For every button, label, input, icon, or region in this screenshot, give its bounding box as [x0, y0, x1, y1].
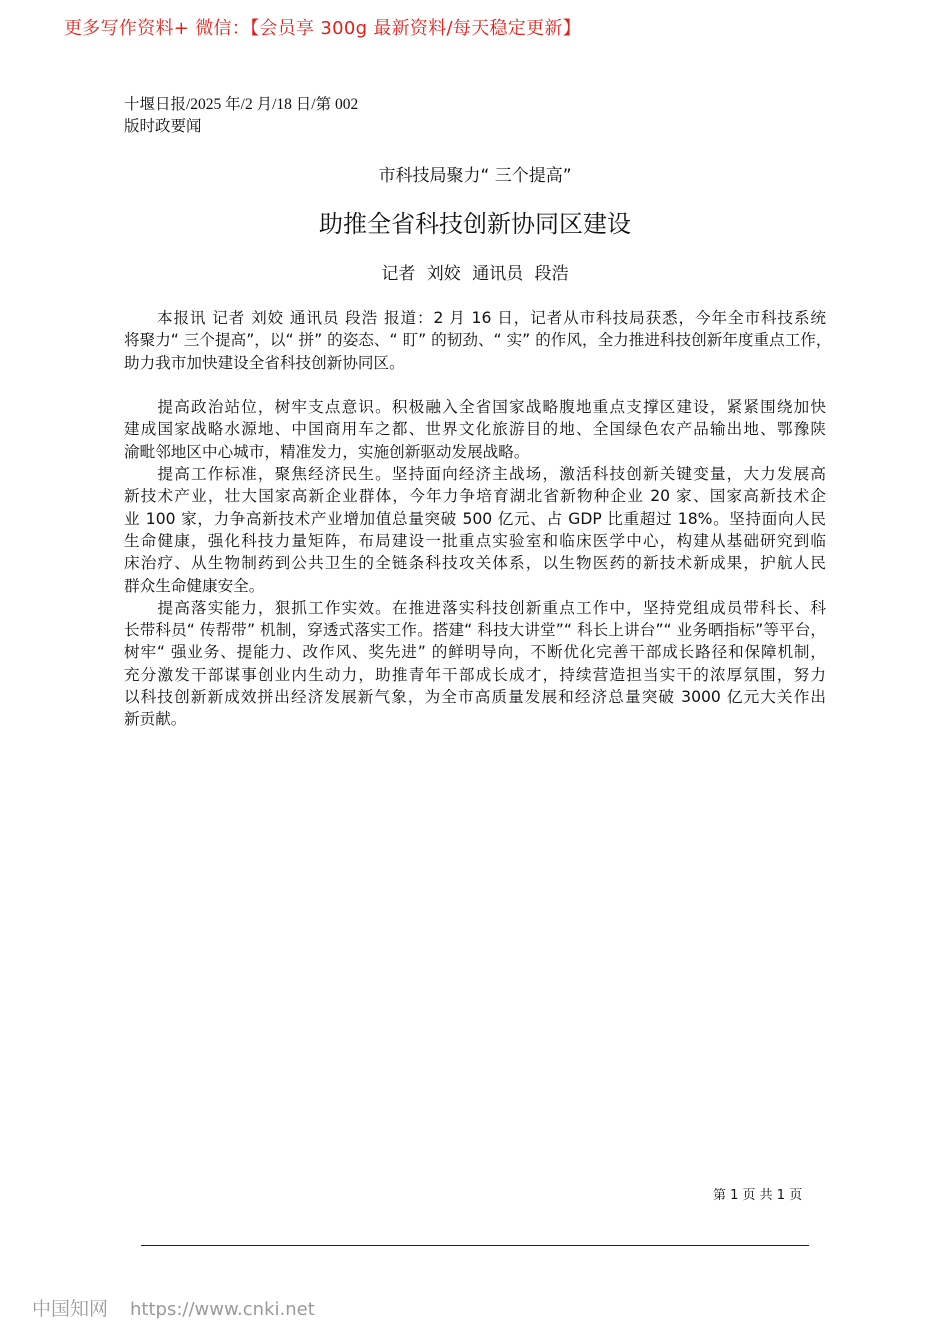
footer-divider	[141, 1245, 809, 1246]
dateline	[124, 94, 358, 138]
watermark-brand: 中国知网	[32, 1298, 109, 1320]
watermark-url: https://www.cnki.net	[130, 1299, 315, 1320]
paragraph-line: 助力我市加快建设全省科技创新协同区。	[124, 353, 405, 372]
paragraph-line: 树牢“ 强业务、提能力、改作风、奖先进” 的鲜明导向，不断优化完善干部成长路径和保障机制，	[124, 643, 826, 662]
paragraph-line: 以科技创新新成效拼出经济发展新气象，为全市高质量发展和经济总量突破 3000 亿元大关作出	[124, 688, 826, 707]
cnki-watermark	[32, 1294, 315, 1321]
paragraph-line: 将聚力“ 三个提高”，以“ 拼” 的姿态、“ 盯” 的韧劲、“ 实” 的作风，全力推进科技创新年度重点工作，	[124, 331, 832, 350]
paragraph-line: 长带科员“ 传帮带” 机制，穿透式落实工作。搭建“ 科技大讲堂”“ 科长上讲台”“ 业务晒指标”等平台，	[124, 621, 826, 640]
paragraph-gap	[124, 374, 826, 396]
paragraph-line: 新贡献。	[124, 710, 187, 729]
paragraph-line: 提高工作标准，聚焦经济民生。坚持面向经济主战场，激活科技创新关键变量，大力发展高	[124, 465, 826, 484]
paragraph-line: 群众生命健康安全。	[124, 576, 265, 595]
dateline-line: 版时政要闻	[124, 118, 202, 135]
article-body	[124, 307, 832, 731]
promo-banner: 更多写作资料+ 微信：【会员享 300g 最新资料/每天稳定更新】	[64, 18, 581, 39]
paragraph-line: 建成国家战略水源地、中国商用车之都、世界文化旅游目的地、全国绿色农产品输出地、鄂豫陕	[124, 420, 826, 439]
paragraph	[124, 463, 826, 597]
paragraph	[124, 307, 832, 374]
paragraph-line: 床治疗、从生物制药到公共卫生的全链条科技攻关体系，以生物医药的新技术新成果，护航人民	[124, 554, 826, 573]
article-title: 助推全省科技创新协同区建设	[319, 210, 631, 238]
paragraph-line: 渝毗邻地区中心城市，精准发力，实施创新驱动发展战略。	[124, 442, 530, 461]
paragraph-line: 业 100 家，力争高新技术产业增加值总量突破 500 亿元、占 GDP 比重超过 18%。坚持面向人民	[124, 509, 826, 528]
article-subtitle: 市科技局聚力“ 三个提高”	[378, 166, 572, 186]
paragraph-line: 提高政治站位，树牢支点意识。积极融入全省国家战略腹地重点支撑区建设，紧紧围绕加快	[124, 398, 826, 417]
paragraph	[124, 597, 826, 731]
dateline-line: 十堰日报/2025 年/2 月/18 日/第 002	[124, 96, 359, 113]
paragraph	[124, 396, 826, 463]
paragraph-line: 本报讯 记者 刘姣 通讯员 段浩 报道：2 月 16 日，记者从市科技局获悉，今年全市科技系统	[124, 309, 826, 327]
paragraph-line: 提高落实能力，狠抓工作实效。在推进落实科技创新重点工作中，坚持党组成员带科长、科	[124, 598, 826, 617]
paragraph-line: 新技术产业，壮大国家高新企业群体，今年力争培育湖北省新物种企业 20 家、国家高新技术企	[124, 487, 826, 506]
article-author: 记者 刘姣 通讯员 段浩	[381, 264, 569, 284]
paragraph-line: 生命健康，强化科技力量矩阵，布局建设一批重点实验室和临床医学中心，构建从基础研究到临	[124, 531, 826, 550]
page-number: 第 1 页 共 1 页	[713, 1188, 803, 1203]
paragraph-line: 充分激发干部谋事创业内生动力，助推青年干部成长成才，持续营造担当实干的浓厚氛围，努力	[124, 665, 826, 684]
